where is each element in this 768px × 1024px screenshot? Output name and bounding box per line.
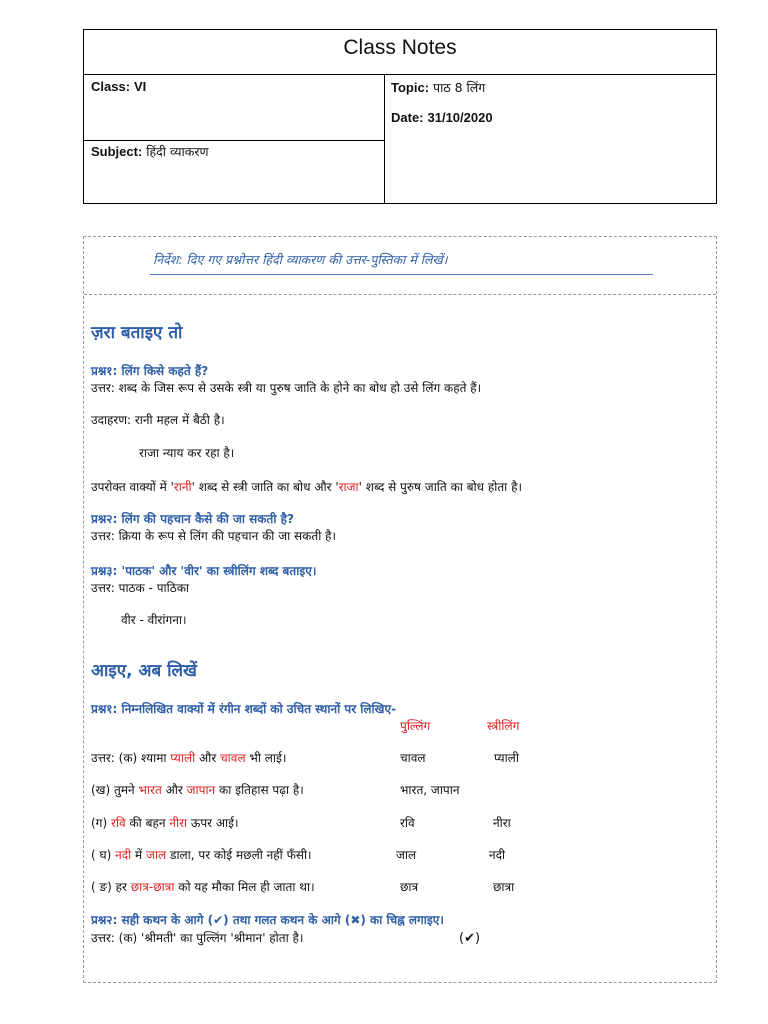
highlight-word: चावल xyxy=(220,751,246,765)
answer-sentence xyxy=(91,815,239,832)
topic-cell xyxy=(391,79,485,96)
topic-value: पाठ 8 लिंग xyxy=(433,80,486,95)
header-table xyxy=(83,29,717,204)
highlight-word: भारत xyxy=(138,783,162,797)
highlight-word: राजा xyxy=(338,480,359,494)
s2-answer-2: उत्तर: (क) 'श्रीमती' का पुल्लिंग 'श्रीमान' होता है। xyxy=(91,931,304,945)
s2-question-1: प्रश्न१: निम्नलिखित वाक्यों में रंगीन शब्दों को उचित स्थानों पर लिखिए- xyxy=(91,702,397,716)
highlight-word: जाल xyxy=(146,848,167,862)
pulling-answer: छात्र xyxy=(400,880,419,894)
sentence-part: और xyxy=(195,751,221,765)
notes-content xyxy=(83,236,717,983)
sentence-part: ऊपर आई। xyxy=(187,816,239,830)
s1-question-3: प्रश्न३: 'पाठक' और 'वीर' का स्त्रीलिंग शब्द बताइए। xyxy=(91,564,317,578)
highlight-word: रवि xyxy=(110,816,126,830)
highlight-word: छात्र-छात्रा xyxy=(130,880,175,894)
tick-mark: (✔) xyxy=(459,931,481,946)
column-header-striling: स्त्रीलिंग xyxy=(487,719,520,733)
date-value: 31/10/2020 xyxy=(427,110,493,125)
sentence-part: डाला, पर कोई मछली नहीं फँसी। xyxy=(166,848,312,862)
s1-answer-3b: वीर - वीरांगना। xyxy=(121,613,187,627)
sentence-part: का इतिहास पढ़ा है। xyxy=(215,783,304,797)
answer-sentence xyxy=(91,750,286,767)
s2-question-2: प्रश्न२: सही कथन के आगे (✔) तथा गलत कथन के आगे (✖) का चिह्न लगाइए। xyxy=(91,913,444,927)
topic-label: Topic: xyxy=(391,80,430,95)
s1-explanation xyxy=(91,479,522,496)
explanation-part: ' शब्द से पुरुष जाति का बोध होता है। xyxy=(358,480,523,494)
class-label: Class: xyxy=(91,79,131,94)
s1-example-2: राजा न्याय कर रहा है। xyxy=(139,446,235,460)
highlight-word: रानी xyxy=(173,480,192,494)
highlight-word: प्याली xyxy=(170,751,196,765)
sentence-part: में xyxy=(131,848,147,862)
s1-answer-3a: उत्तर: पाठक - पाठिका xyxy=(91,581,190,595)
pulling-answer: जाल xyxy=(396,848,417,862)
column-header-pulling: पुल्लिंग xyxy=(400,719,431,733)
explanation-part: ' शब्द से स्त्री जाति का बोध और ' xyxy=(191,480,339,494)
class-value: VI xyxy=(134,79,147,94)
sentence-part: ( घ) xyxy=(91,848,116,862)
page-title: Class Notes xyxy=(84,30,716,75)
sentence-part: और xyxy=(161,783,187,797)
answer-sentence xyxy=(91,782,304,799)
striling-answer: प्याली xyxy=(494,751,519,765)
pulling-answer: चावल xyxy=(400,751,426,765)
sentence-part: भी लाई। xyxy=(245,751,287,765)
sentence-part: (ग) xyxy=(91,816,111,830)
subject-cell xyxy=(91,143,209,160)
class-cell xyxy=(91,79,146,94)
highlight-word: नीरा xyxy=(169,816,188,830)
date-label: Date: xyxy=(391,110,424,125)
pulling-answer: रवि xyxy=(400,816,415,830)
subject-label: Subject: xyxy=(91,144,143,159)
striling-answer: छात्रा xyxy=(493,880,515,894)
explanation-part: उपरोक्त वाक्यों में ' xyxy=(91,480,174,494)
section2-heading: आइए, अब लिखें xyxy=(91,661,197,681)
date-cell xyxy=(391,110,493,125)
sentence-part: की बहन xyxy=(125,816,170,830)
striling-answer: नीरा xyxy=(493,816,511,830)
instruction-underline xyxy=(150,274,653,275)
answer-sentence xyxy=(91,879,315,896)
pulling-answer: भारत, जापान xyxy=(400,783,460,797)
s1-answer-2: उत्तर: क्रिया के रूप से लिंग की पहचान की जा सकती है। xyxy=(91,529,337,543)
subject-value: हिंदी व्याकरण xyxy=(146,144,209,159)
s1-example-1: उदाहरण: रानी महल में बैठी है। xyxy=(91,413,225,427)
instruction-text: निर्देश: दिए गए प्रश्नोत्तर हिंदी व्याकरण की उत्तर-पुस्तिका में लिखें। xyxy=(153,252,448,267)
row-divider xyxy=(84,140,384,141)
column-divider xyxy=(384,75,385,204)
sentence-part: को यह मौका मिल ही जाता था। xyxy=(174,880,315,894)
highlight-word: नदी xyxy=(115,848,132,862)
sentence-part: ( ङ) हर xyxy=(91,880,131,894)
answer-sentence xyxy=(91,847,312,864)
sentence-part: उत्तर: (क) श्यामा xyxy=(91,751,171,765)
s1-question-2: प्रश्न२: लिंग की पहचान कैसे की जा सकती है? xyxy=(91,512,294,526)
sentence-part: (ख) तुमने xyxy=(91,783,139,797)
striling-answer: नदी xyxy=(489,848,506,862)
s1-answer-1: उत्तर: शब्द के जिस रूप से उसके स्त्री या पुरुष जाति के होने का बोध हो उसे लिंग कहते हैं। xyxy=(91,381,482,395)
section-separator xyxy=(84,294,716,295)
s1-question-1: प्रश्न१: लिंग किसे कहते हैं? xyxy=(91,364,209,378)
section1-heading: ज़रा बताइए तो xyxy=(91,323,183,343)
highlight-word: जापान xyxy=(186,783,216,797)
